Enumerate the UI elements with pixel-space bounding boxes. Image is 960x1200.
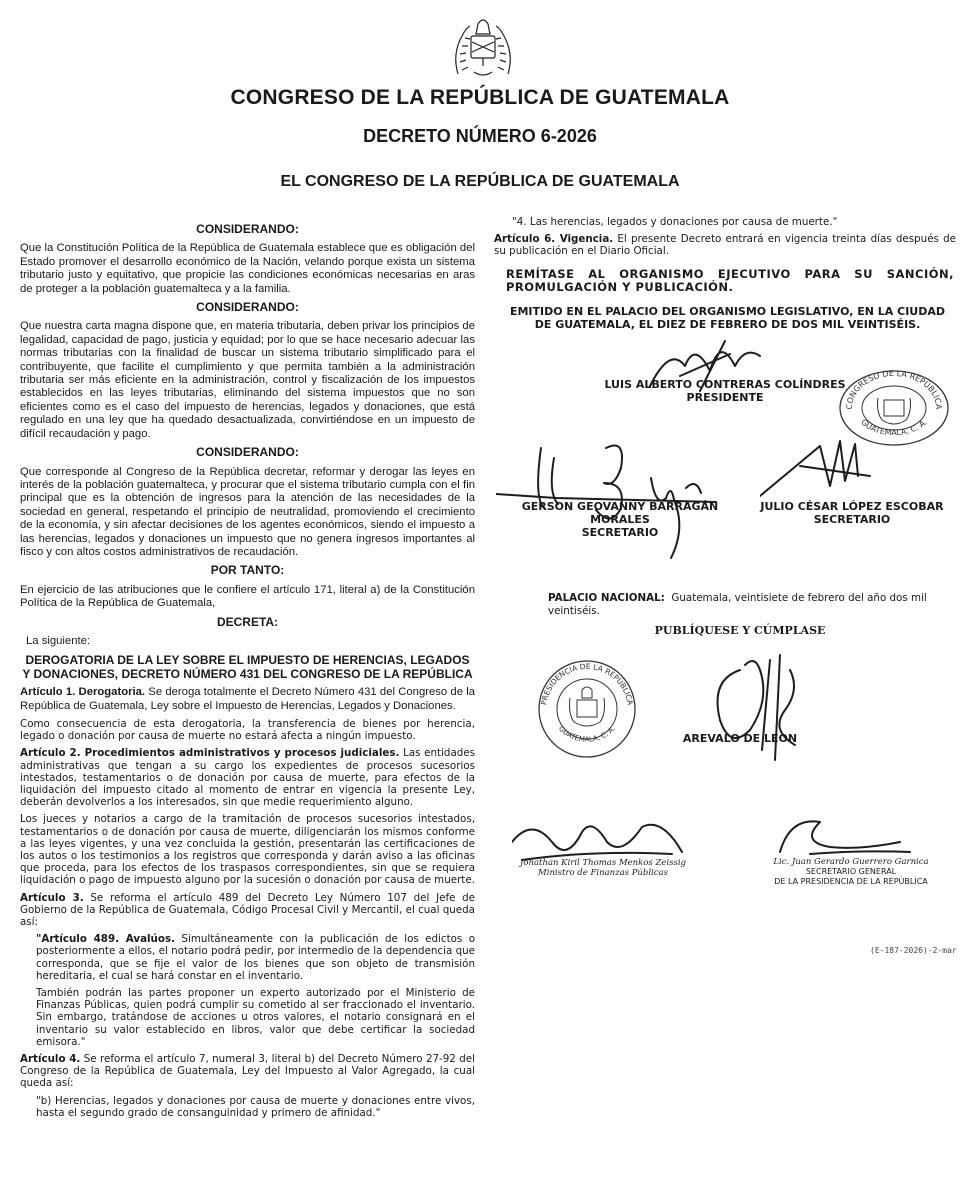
article-2-text: Las entidades administrativas que tengan a su cargo los expedientes de procesos sucesorios intestados, testamentarios o de donación por causa de muerte, para efectos de la liquidación del impuesto citado al momento de entrar en vigencia la presente Ley, deberán devolverlos a los interesados, sin que medie requerimiento alguno. — [20, 747, 475, 809]
congress-heading: CONGRESO DE LA REPÚBLICA DE GUATEMALA — [230, 86, 730, 109]
decree-number: DECRETO NÚMERO 6-2026 — [363, 126, 597, 146]
minister-name: Jonathan Kiril Thomas Menkos Zeissig — [519, 858, 686, 868]
president-role: PRESIDENTE — [686, 391, 764, 404]
executive-president-signature — [700, 650, 810, 768]
presidency-seal-top-text: PRESIDENCIA DE LA REPÚBLICA — [539, 661, 635, 706]
article-6 — [494, 233, 956, 257]
palacio-nacional-line — [548, 592, 948, 617]
secretary-general-name: Lic. Juan Gerardo Guerrero Garnica — [773, 857, 929, 867]
article-4-text: Se reforma el artículo 7, numeral 3, literal b) del Decreto Número 27-92 del Congreso de la República de Guatemala, Ley del Impuesto al Valor Agregado, la cual queda así: — [20, 1053, 476, 1090]
article-3 — [20, 892, 475, 929]
article-1-label: Artículo 1. Derogatoria. — [20, 686, 146, 699]
article-1 — [20, 686, 475, 713]
decreta-heading: DECRETA: — [216, 614, 279, 629]
secretary-general-name-block — [756, 857, 946, 887]
minister-name-block — [508, 858, 698, 878]
document-code: (E-187-2026)-2-mar — [870, 946, 957, 955]
congress-seal — [838, 368, 950, 446]
article-2-label: Artículo 2. Procedimientos administrativos y procesos judiciales. — [20, 747, 400, 760]
secretary-2-name-block — [752, 500, 952, 526]
considerando-text: Que la Constitución Política de la República de Guatemala establece que es obligación del Estado promover el desarrollo económico de la Nación, velando porque exista un sistema tributario justo y equitativo, que propicie las condiciones económicas necesarias en aras de proteger a la población guatemalteca y a la familia. — [20, 242, 475, 295]
remitase-clause: REMÍTASE AL ORGANISMO EJECUTIVO PARA SU SANCIÓN, PROMULGACIÓN Y PUBLICACIÓN. — [506, 267, 954, 294]
publiquese-heading: PUBLÍQUESE Y CÚMPLASE — [654, 624, 826, 637]
article-4-label: Artículo 4. — [20, 1053, 81, 1066]
article-4-quote: "b) Herencias, legados y donaciones por causa de muerte y donaciones entre vivos, hasta el segundo grado de consanguinidad y primero de afinidad." — [36, 1094, 475, 1119]
congress-seal-bottom-text: GUATEMALA, C. A. — [859, 417, 929, 438]
presidency-seal-bottom-text: GUATEMALA, C. A. — [557, 724, 617, 744]
considerando-heading: CONSIDERANDO: — [196, 222, 299, 236]
palacio-text: Guatemala, veintisiete de febrero del año dos mil veintiséis. — [548, 592, 927, 617]
por-tanto-text: En ejercicio de las atribuciones que le confiere el artículo 171, literal a) de la Constitución Política de la República de Guatemala, — [20, 583, 475, 610]
article-489-paragraph: También podrán las partes proponer un experto autorizado por el Ministerio de Finanzas Públicas, quien podrá cumplir su cometido al ser fraccionado el inventario. Sin embargo, tratándose de acciones u otros valores, el notario consignará en el inventario su valor establecido en libros, valor que debe certificar la sociedad emisora." — [36, 987, 475, 1048]
article-6-label: Artículo 6. Vigencia. — [494, 233, 614, 246]
secretary-general-signature — [770, 812, 920, 862]
emitido-clause: EMITIDO EN EL PALACIO DEL ORGANISMO LEGISLATIVO, EN LA CIUDAD DE GUATEMALA, EL DIEZ DE FEBRERO DE DOS MIL VEINTISÉIS. — [509, 305, 946, 331]
decreta-lead: La siguiente: — [26, 634, 91, 647]
article-3-text: Se reforma el artículo 489 del Decreto Ley Número 107 del Jefe de Gobierno de la República de Guatemala, Código Procesal Civil y Mercantil, el cual queda así: — [20, 891, 476, 929]
secretary-general-role-2: DE LA PRESIDENCIA DE LA REPÚBLICA — [774, 877, 928, 886]
law-title: DEROGATORIA DE LA LEY SOBRE EL IMPUESTO DE HERENCIAS, LEGADOS Y DONACIONES, DECRETO NÚMERO 431 DEL CONGRESO DE LA REPÚBLICA — [22, 653, 473, 681]
article-2-paragraph: Los jueces y notarios a cargo de la tramitación de procesos sucesorios intestados, testamentarios o de donación por causa de muerte, diligenciarán los mismos conforme a las leyes vigentes, y una vez concluida la gestión, presentarán las certificaciones de los autos o los testimonios a los registros que corresponda y darán aviso a las oficinas que proceda, para los efectos de los traspasos correspondientes, sin que se requiera liquidación o pago de impuesto alguno por la sucesión o donación por causa de muerte. — [20, 813, 475, 887]
por-tanto-heading: POR TANTO: — [210, 563, 285, 578]
article-2 — [20, 747, 475, 808]
left-column — [20, 218, 475, 1124]
article-489-text: Simultáneamente con la publicación de los edictos o posteriormente a ellos, el notario podrá pedir, por intermedio de la dependencia que corresponda, que se fije el valor de los bienes que son objeto de transmisión hereditaria, el cual se hará constar en el inventario. — [36, 933, 475, 982]
secretary-2-name: JULIO CÉSAR LÓPEZ ESCOBAR — [760, 500, 944, 513]
considerando-text: Que corresponde al Congreso de la República decretar, reformar y derogar las leyes en interés de la población guatemalteca, y procurar que el sistema tributario cumpla con el fin principal que es la obtención de ingresos para la atención de las necesidades de la sociedad en general, respetando el principio de neutralidad, promoviendo el crecimiento de la economía, y sin afectar decisiones de los agentes económicos, siendo el impuesto a las herencias, legados y donaciones un impuesto que no genera ingresos importantes al fisco y con altos costos administrativos de recaudación. — [20, 465, 475, 558]
considerando-heading: CONSIDERANDO: — [196, 445, 299, 460]
considerando-heading: CONSIDERANDO: — [196, 300, 299, 315]
president-name: LUIS ALBERTO CONTRERAS COLÍNDRES — [604, 378, 846, 391]
article-3-label: Artículo 3. — [20, 891, 84, 904]
article-5-quote: "4. Las herencias, legados y donaciones por causa de muerte." — [512, 216, 838, 228]
minister-role: Ministro de Finanzas Públicas — [538, 868, 668, 878]
secretary-2-signature — [760, 436, 900, 506]
secretary-1-name: GERSON GEOVANNY BARRAGÁN MORALES — [521, 500, 719, 526]
secretary-1-role: SECRETARIO — [581, 526, 659, 539]
considerando-text: Que nuestra carta magna dispone que, en materia tributaria, deben privar los principios de legalidad, capacidad de pago, justicia y equidad; por lo que se hace necesario adecuar las normas tributarias con la finalidad de buscar un sistema tributario simplificado para el contribuyente, que facilite el cumplimiento y que permita también a la administración tributaria ser más eficiente en la administración, control y fiscalización de los impuestos establecidos en las leyes tributarias, eliminando del sistema impuestos que no son eficientes como es el caso del impuesto de herencias, legados y donaciones, que está regulado en una ley que ha quedado desactualizada, convirtiéndose en un impuesto de difícil recaudación y pago. — [20, 320, 475, 440]
palacio-label: PALACIO NACIONAL: — [548, 592, 665, 604]
right-column — [494, 216, 956, 263]
secretary-2-role: SECRETARIO — [813, 513, 891, 526]
article-1-paragraph: Como consecuencia de esta derogatoria, la transferencia de bienes por herencia, legado o donación por causa de muerte no estará afecta a ningún impuesto. — [20, 718, 475, 743]
secretary-1-name-block — [490, 500, 750, 539]
issuer-heading: EL CONGRESO DE LA REPÚBLICA DE GUATEMALA — [280, 173, 680, 190]
article-1-text: Se deroga totalmente el Decreto Número 431 del Congreso de la República de Guatemala, Ley sobre el Impuesto de Herencias, Legados y Donaciones. — [20, 686, 475, 712]
article-489-quote — [36, 933, 475, 982]
congress-seal-top-text: CONGRESO DE LA REPÚBLICA — [844, 368, 944, 410]
secretary-general-role-1: SECRETARIO GENERAL — [805, 867, 897, 876]
article-6-text: El presente Decreto entrará en vigencia treinta días después de su publicación en el Diario Oficial. — [494, 233, 956, 258]
coat-of-arms-emblem — [448, 14, 518, 82]
executive-president-name: AREVALO DE LEON — [682, 732, 798, 745]
article-489-label: "Artículo 489. Avalúos. — [36, 933, 175, 946]
presidency-seal — [536, 660, 638, 758]
article-4 — [20, 1053, 475, 1090]
